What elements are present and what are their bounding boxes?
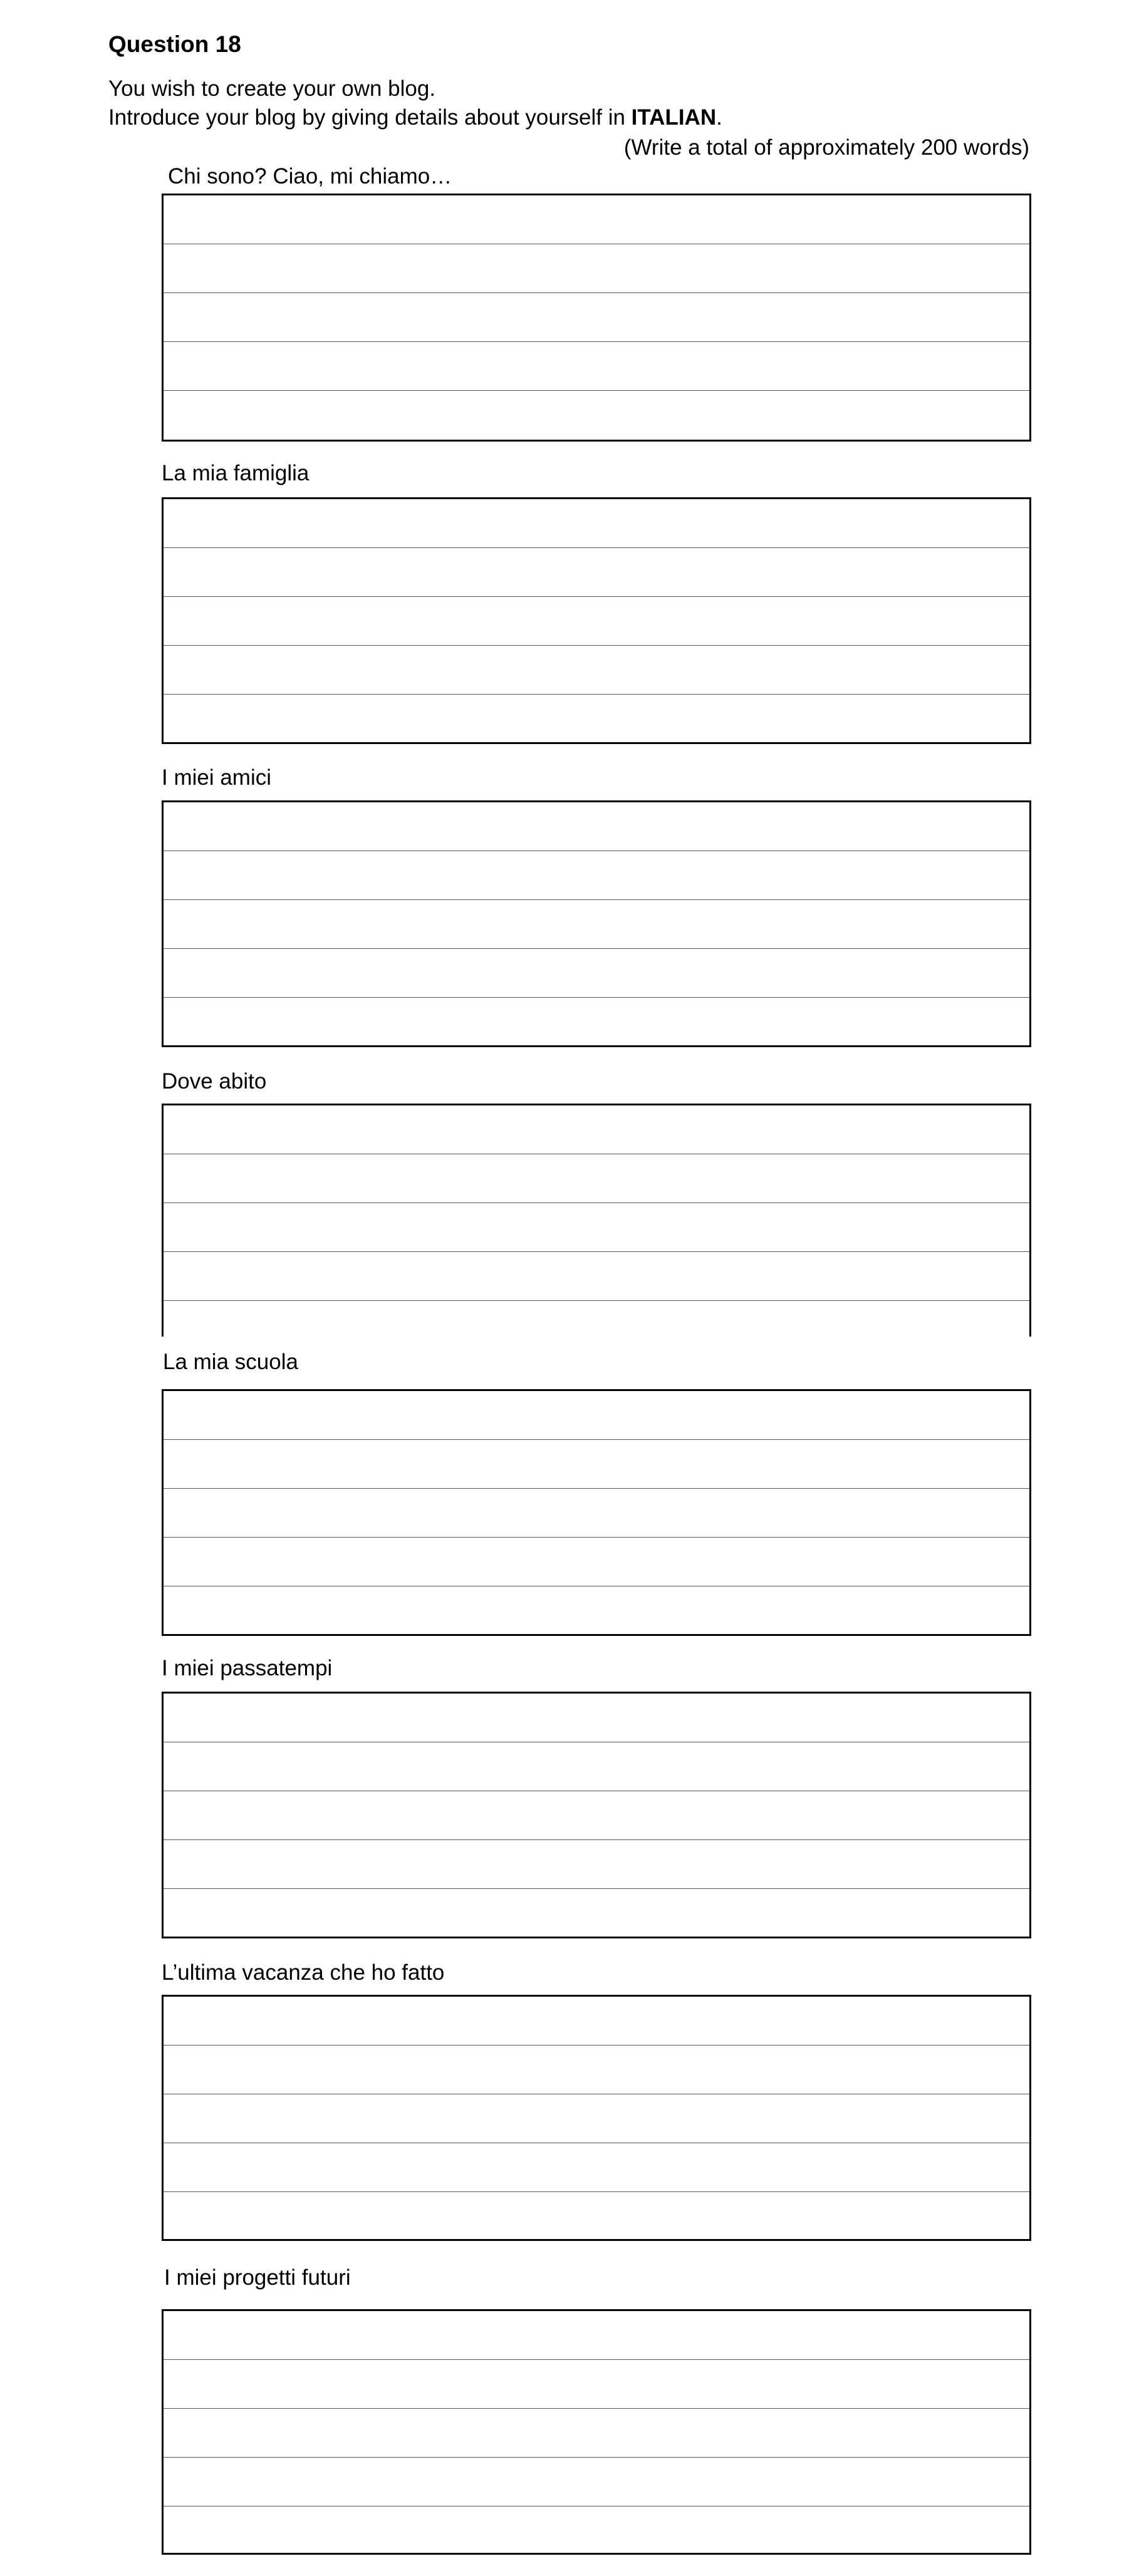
word-count-instruction: (Write a total of approximately 200 words) bbox=[623, 135, 1029, 160]
answer-line[interactable] bbox=[164, 695, 1029, 743]
answer-line[interactable] bbox=[164, 1203, 1029, 1252]
section-label-famiglia: La mia famiglia bbox=[162, 461, 309, 485]
answer-line[interactable] bbox=[164, 1840, 1029, 1889]
answer-line[interactable] bbox=[164, 998, 1029, 1047]
instruction-period: . bbox=[716, 105, 722, 130]
section-label-passatempi: I miei passatempi bbox=[162, 1656, 333, 1680]
section-label-amici: I miei amici bbox=[162, 765, 272, 790]
answer-line[interactable] bbox=[164, 1694, 1029, 1742]
answer-line[interactable] bbox=[164, 1889, 1029, 1938]
answer-line[interactable] bbox=[164, 499, 1029, 548]
answer-line[interactable] bbox=[164, 851, 1029, 900]
answer-line[interactable] bbox=[164, 1440, 1029, 1489]
answer-line[interactable] bbox=[164, 2311, 1029, 2360]
answer-line[interactable] bbox=[164, 1997, 1029, 2046]
section-label-chi-sono: Chi sono? Ciao, mi chiamo… bbox=[168, 164, 452, 189]
answer-line[interactable] bbox=[164, 391, 1029, 440]
answer-line[interactable] bbox=[164, 1742, 1029, 1791]
instruction-text: Introduce your blog by giving details about yourself in bbox=[108, 105, 632, 130]
answer-line[interactable] bbox=[164, 2192, 1029, 2241]
instruction-line-1: You wish to create your own blog. bbox=[108, 76, 436, 101]
answer-line[interactable] bbox=[164, 2458, 1029, 2506]
section-label-dove-abito: Dove abito bbox=[162, 1069, 267, 1094]
answer-line[interactable] bbox=[164, 900, 1029, 949]
answer-line[interactable] bbox=[164, 597, 1029, 646]
answer-line[interactable] bbox=[164, 2506, 1029, 2555]
answer-line[interactable] bbox=[164, 548, 1029, 597]
answer-line[interactable] bbox=[164, 1301, 1029, 1350]
answer-box-dove-abito[interactable] bbox=[162, 1104, 1031, 1337]
answer-line[interactable] bbox=[164, 1154, 1029, 1203]
answer-line[interactable] bbox=[164, 1586, 1029, 1635]
answer-line[interactable] bbox=[164, 1538, 1029, 1586]
answer-line[interactable] bbox=[164, 646, 1029, 695]
answer-line[interactable] bbox=[164, 2094, 1029, 2143]
answer-box-progetti-futuri[interactable] bbox=[162, 2309, 1031, 2555]
answer-line[interactable] bbox=[164, 1391, 1029, 1440]
answer-line[interactable] bbox=[164, 195, 1029, 244]
answer-box-amici[interactable] bbox=[162, 800, 1031, 1047]
section-label-ultima-vacanza: L’ultima vacanza che ho fatto bbox=[162, 1960, 445, 1985]
answer-line[interactable] bbox=[164, 2409, 1029, 2458]
answer-line[interactable] bbox=[164, 342, 1029, 391]
question-title: Question 18 bbox=[108, 31, 241, 57]
answer-box-scuola[interactable] bbox=[162, 1389, 1031, 1636]
language-emphasis: ITALIAN bbox=[631, 105, 717, 130]
answer-line[interactable] bbox=[164, 244, 1029, 293]
answer-line[interactable] bbox=[164, 1791, 1029, 1840]
answer-line[interactable] bbox=[164, 802, 1029, 851]
answer-line[interactable] bbox=[164, 2143, 1029, 2192]
answer-box-passatempi[interactable] bbox=[162, 1692, 1031, 1938]
section-label-progetti-futuri: I miei progetti futuri bbox=[164, 2265, 351, 2290]
answer-line[interactable] bbox=[164, 1489, 1029, 1538]
answer-line[interactable] bbox=[164, 2360, 1029, 2409]
answer-box-chi-sono[interactable] bbox=[162, 194, 1031, 442]
answer-line[interactable] bbox=[164, 1105, 1029, 1154]
answer-line[interactable] bbox=[164, 293, 1029, 342]
instruction-line-2 bbox=[108, 105, 722, 130]
answer-box-famiglia[interactable] bbox=[162, 497, 1031, 744]
answer-line[interactable] bbox=[164, 949, 1029, 998]
answer-box-ultima-vacanza[interactable] bbox=[162, 1995, 1031, 2241]
answer-line[interactable] bbox=[164, 2046, 1029, 2094]
section-label-scuola: La mia scuola bbox=[163, 1350, 298, 1374]
answer-line[interactable] bbox=[164, 1252, 1029, 1301]
